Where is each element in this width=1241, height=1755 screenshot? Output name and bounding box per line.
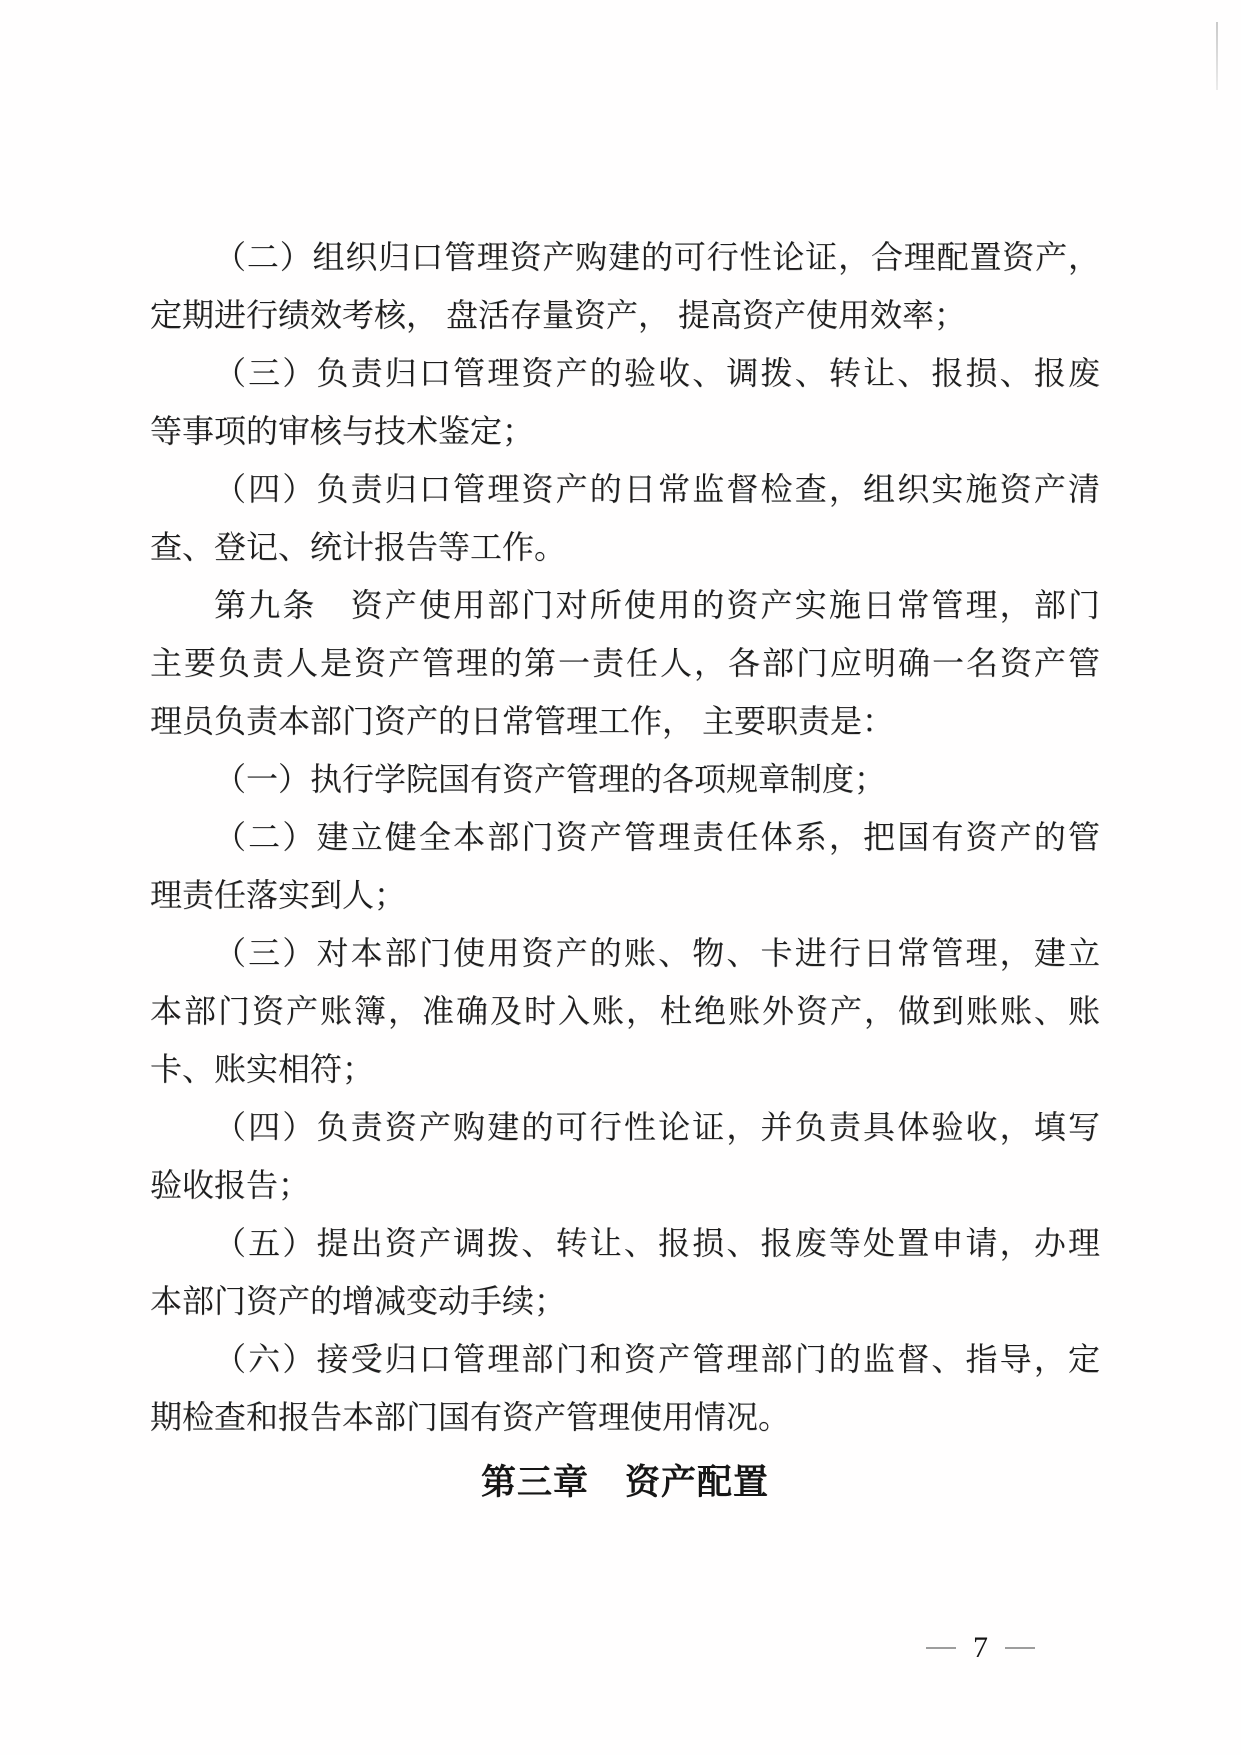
page-footer bbox=[926, 1630, 1035, 1666]
document-line: 本部门资产的增减变动手续； bbox=[150, 1283, 567, 1319]
document-line: 第九条 资产使用部门对所使用的资产实施日常管理，部门 bbox=[214, 587, 1100, 623]
document-line: （三）对本部门使用资产的账、物、卡进行日常管理，建立 bbox=[214, 935, 1100, 971]
page-number-dash-right bbox=[1005, 1647, 1035, 1649]
document-line: 卡、账实相符； bbox=[150, 1051, 375, 1087]
document-line: 等事项的审核与技术鉴定； bbox=[150, 413, 535, 449]
document-line: 理员负责本部门资产的日常管理工作， 主要职责是： bbox=[150, 703, 895, 739]
chapter-heading: 第三章 资产配置 bbox=[480, 1463, 769, 1502]
document-line: （三）负责归口管理资产的验收、调拨、转让、报损、报废 bbox=[214, 355, 1100, 391]
document-line: 验收报告； bbox=[150, 1167, 311, 1203]
document-line: 期检查和报告本部门国有资产管理使用情况。 bbox=[150, 1399, 791, 1435]
document-line: 理责任落实到人； bbox=[150, 877, 407, 913]
document-line: （一）执行学院国有资产管理的各项规章制度； bbox=[214, 761, 887, 797]
document-line: 查、登记、统计报告等工作。 bbox=[150, 529, 567, 565]
document-line: （六）接受归口管理部门和资产管理部门的监督、指导，定 bbox=[214, 1341, 1100, 1377]
document-line: 定期进行绩效考核， 盘活存量资产， 提高资产使用效率； bbox=[150, 297, 967, 333]
page-number-dash-left bbox=[926, 1647, 956, 1649]
document-line: 主要负责人是资产管理的第一责任人，各部门应明确一名资产管 bbox=[150, 645, 1100, 681]
document-line: （四）负责归口管理资产的日常监督检查，组织实施资产清 bbox=[214, 471, 1100, 507]
document-line: （五）提出资产调拨、转让、报损、报废等处置申请，办理 bbox=[214, 1225, 1100, 1261]
scan-artifact-line bbox=[1216, 22, 1218, 90]
document-line: （四）负责资产购建的可行性论证，并负责具体验收，填写 bbox=[214, 1109, 1100, 1145]
page-number: 7 bbox=[973, 1631, 988, 1664]
document-line: （二）组织归口管理资产购建的可行性论证，合理配置资产， bbox=[214, 239, 1100, 275]
document-body bbox=[150, 228, 1100, 1512]
document-line: 本部门资产账簿，准确及时入账，杜绝账外资产，做到账账、账 bbox=[150, 993, 1100, 1029]
document-line: （二）建立健全本部门资产管理责任体系，把国有资产的管 bbox=[214, 819, 1100, 855]
